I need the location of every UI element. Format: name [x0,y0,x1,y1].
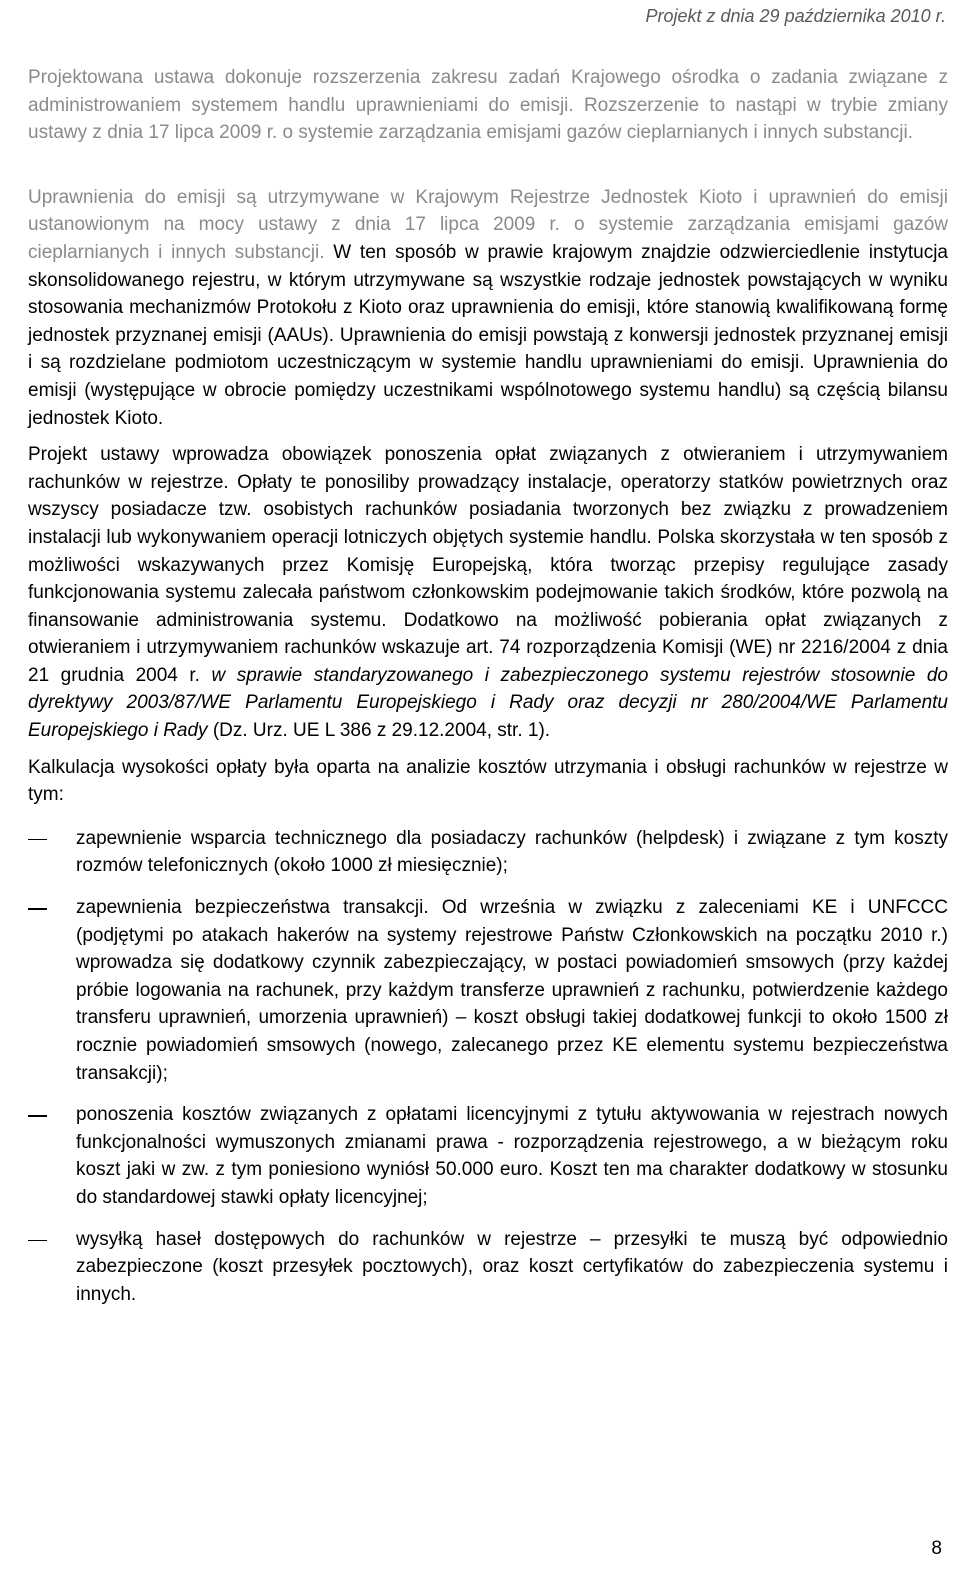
paragraph-fees-regulation-title: w sprawie standaryzowanego i zabezpieczonego systemu rejestrów stosownie do dyrektywy 2003/87/WE Parlamentu Europejskiego i Rady oraz decyzji nr 280/2004/WE Parlamentu Europejskiego i Rady [28,664,948,742]
dash-bullet-icon [28,1240,47,1242]
running-header: Projekt z dnia 29 października 2010 r. [645,6,946,26]
paragraph-calculation: Kalkulacja wysokości opłaty była oparta na analizie kosztów utrzymania i obsługi rachunków w rejestrze w tym: [28,756,948,806]
list-item-text: zapewnienie wsparcia technicznego dla posiadaczy rachunków (helpdesk) i związane z tym koszty rozmów telefonicznych (około 1000 zł miesięcznie); [76,827,948,877]
list-item [28,1101,948,1211]
list-item-text: wysyłką haseł dostępowych do rachunków w rejestrze – przesyłki te muszą być odpowiednio zabezpieczone (koszt przesyłek pocztowych), oraz koszt certyfikatów do zabezpieczenia systemu i innych. [76,1228,948,1305]
page-number: 8 [931,1538,942,1559]
paragraph-fees-text: Projekt ustawy wprowadza obowiązek ponoszenia opłat związanych z otwieraniem i utrzymywaniem rachunków w rejestrze. Opłaty te ponosiliby prowadzący instalacje, operatorzy statków powietrznych oraz wszyscy posiadacze tzw. osobistych rachunków posiadania tworzonych bez związku z prowadzeniem instalacji lub wykonywaniem operacji lotniczych objętych systemie handlu. Polska skorzystała w ten sposób z możliwości wskazywanych przez Komisję Europejską, która tworząc przepisy regulujące zasady funkcjonowania systemu zalecała państwom członkowskim podejmowanie takich środków, które pozwolą na finansowanie administrowania systemu. Dodatkowo na możliwość pobierania opłat związanych z otwieraniem i utrzymywaniem rachunków wskazuje art. 74 rozporządzenia Komisji (WE) nr 2216/2004 z dnia 21 grudnia 2004 r. [28,444,948,686]
paragraph-registry [28,184,948,432]
paragraph-registry-gray: Uprawnienia do emisji są utrzymywane w Krajowym Rejestrze Jednostek Kioto i uprawnień do emisji ustanowionym na mocy ustawy z dnia 17 lipca 2009 r. o systemie zarządzania emisjami gazów cieplarnianych i innych substancji. [28,186,948,263]
paragraph-registry-black: W ten sposób w prawie krajowym znajdzie odzwierciedlenie instytucja skonsolidowanego rejestru, w którym utrzymywane są wszystkie rodzaje jednostek powstających w wyniku stosowania mechanizmów Protokołu z Kioto oraz uprawnienia do emisji, które stanowią kwalifikowaną formę jednostek przyznanej emisji (AAUs). Uprawnienia do emisji powstają z konwersji jednostek przyznanej emisji i są rozdzielane podmiotom uczestniczącym w systemie handlu uprawnieniami do emisji. Uprawnienia do emisji (występujące w obrocie pomiędzy uczestnikami wspólnotowego systemu handlu) są częścią bilansu jednostek Kioto. [28,241,948,429]
list-item [28,894,948,1087]
paragraph-fees [28,441,948,745]
dash-bullet-icon [28,839,47,841]
list-item-text: zapewnienia bezpieczeństwa transakcji. Od września w związku z zaleceniami KE i UNFCCC (podjętymi po atakach hakerów na systemy rejestrowe Państw Członkowskich na początku 2010 r.) wprowadza się dodatkowy czynnik zabezpieczający, w postaci powiadomień smsowych (przy każdej próbie logowania na rachunek, przy każdym transferze uprawnień z rachunku, potwierdzenie każdego transferu uprawnień, umorzenia uprawnień) – koszt obsługi takiej dodatkowej funkcji to około 1500 zł rocznie powiadomień smsowych (nowego, zalecanego przez KE elementu systemu bezpieczeństwa transakcji); [76,897,948,1084]
list-item [28,1226,948,1309]
paragraph-intro: Projektowana ustawa dokonuje rozszerzenia zakresu zadań Krajowego ośrodka o zadania związane z administrowaniem systemem handlu uprawnieniami do emisji. Rozszerzenie to nastąpi w trybie zmiany ustawy z dnia 17 lipca 2009 r. o systemie zarządzania emisjami gazów cieplarnianych i innych substancji. [28,67,948,144]
dash-bullet-icon [28,1115,47,1117]
paragraph-fees-citation: (Dz. Urz. UE L 386 z 29.12.2004, str. 1). [207,720,551,742]
dash-bullet-icon [28,908,47,910]
list-item-text: ponoszenia kosztów związanych z opłatami licencyjnymi z tytułu aktywowania w rejestrach nowych funkcjonalności wymuszonych zmianami prawa - rozporządzenia rejestrowego, a w bieżącym roku koszt jaki w zw. z tym poniesiono wyniósł 50.000 euro. Koszt ten ma charakter dodatkowy w stosunku do standardowej stawki opłaty licencyjnej; [76,1104,948,1208]
cost-list [28,825,948,1309]
document-body [28,64,948,1322]
list-item [28,825,948,880]
